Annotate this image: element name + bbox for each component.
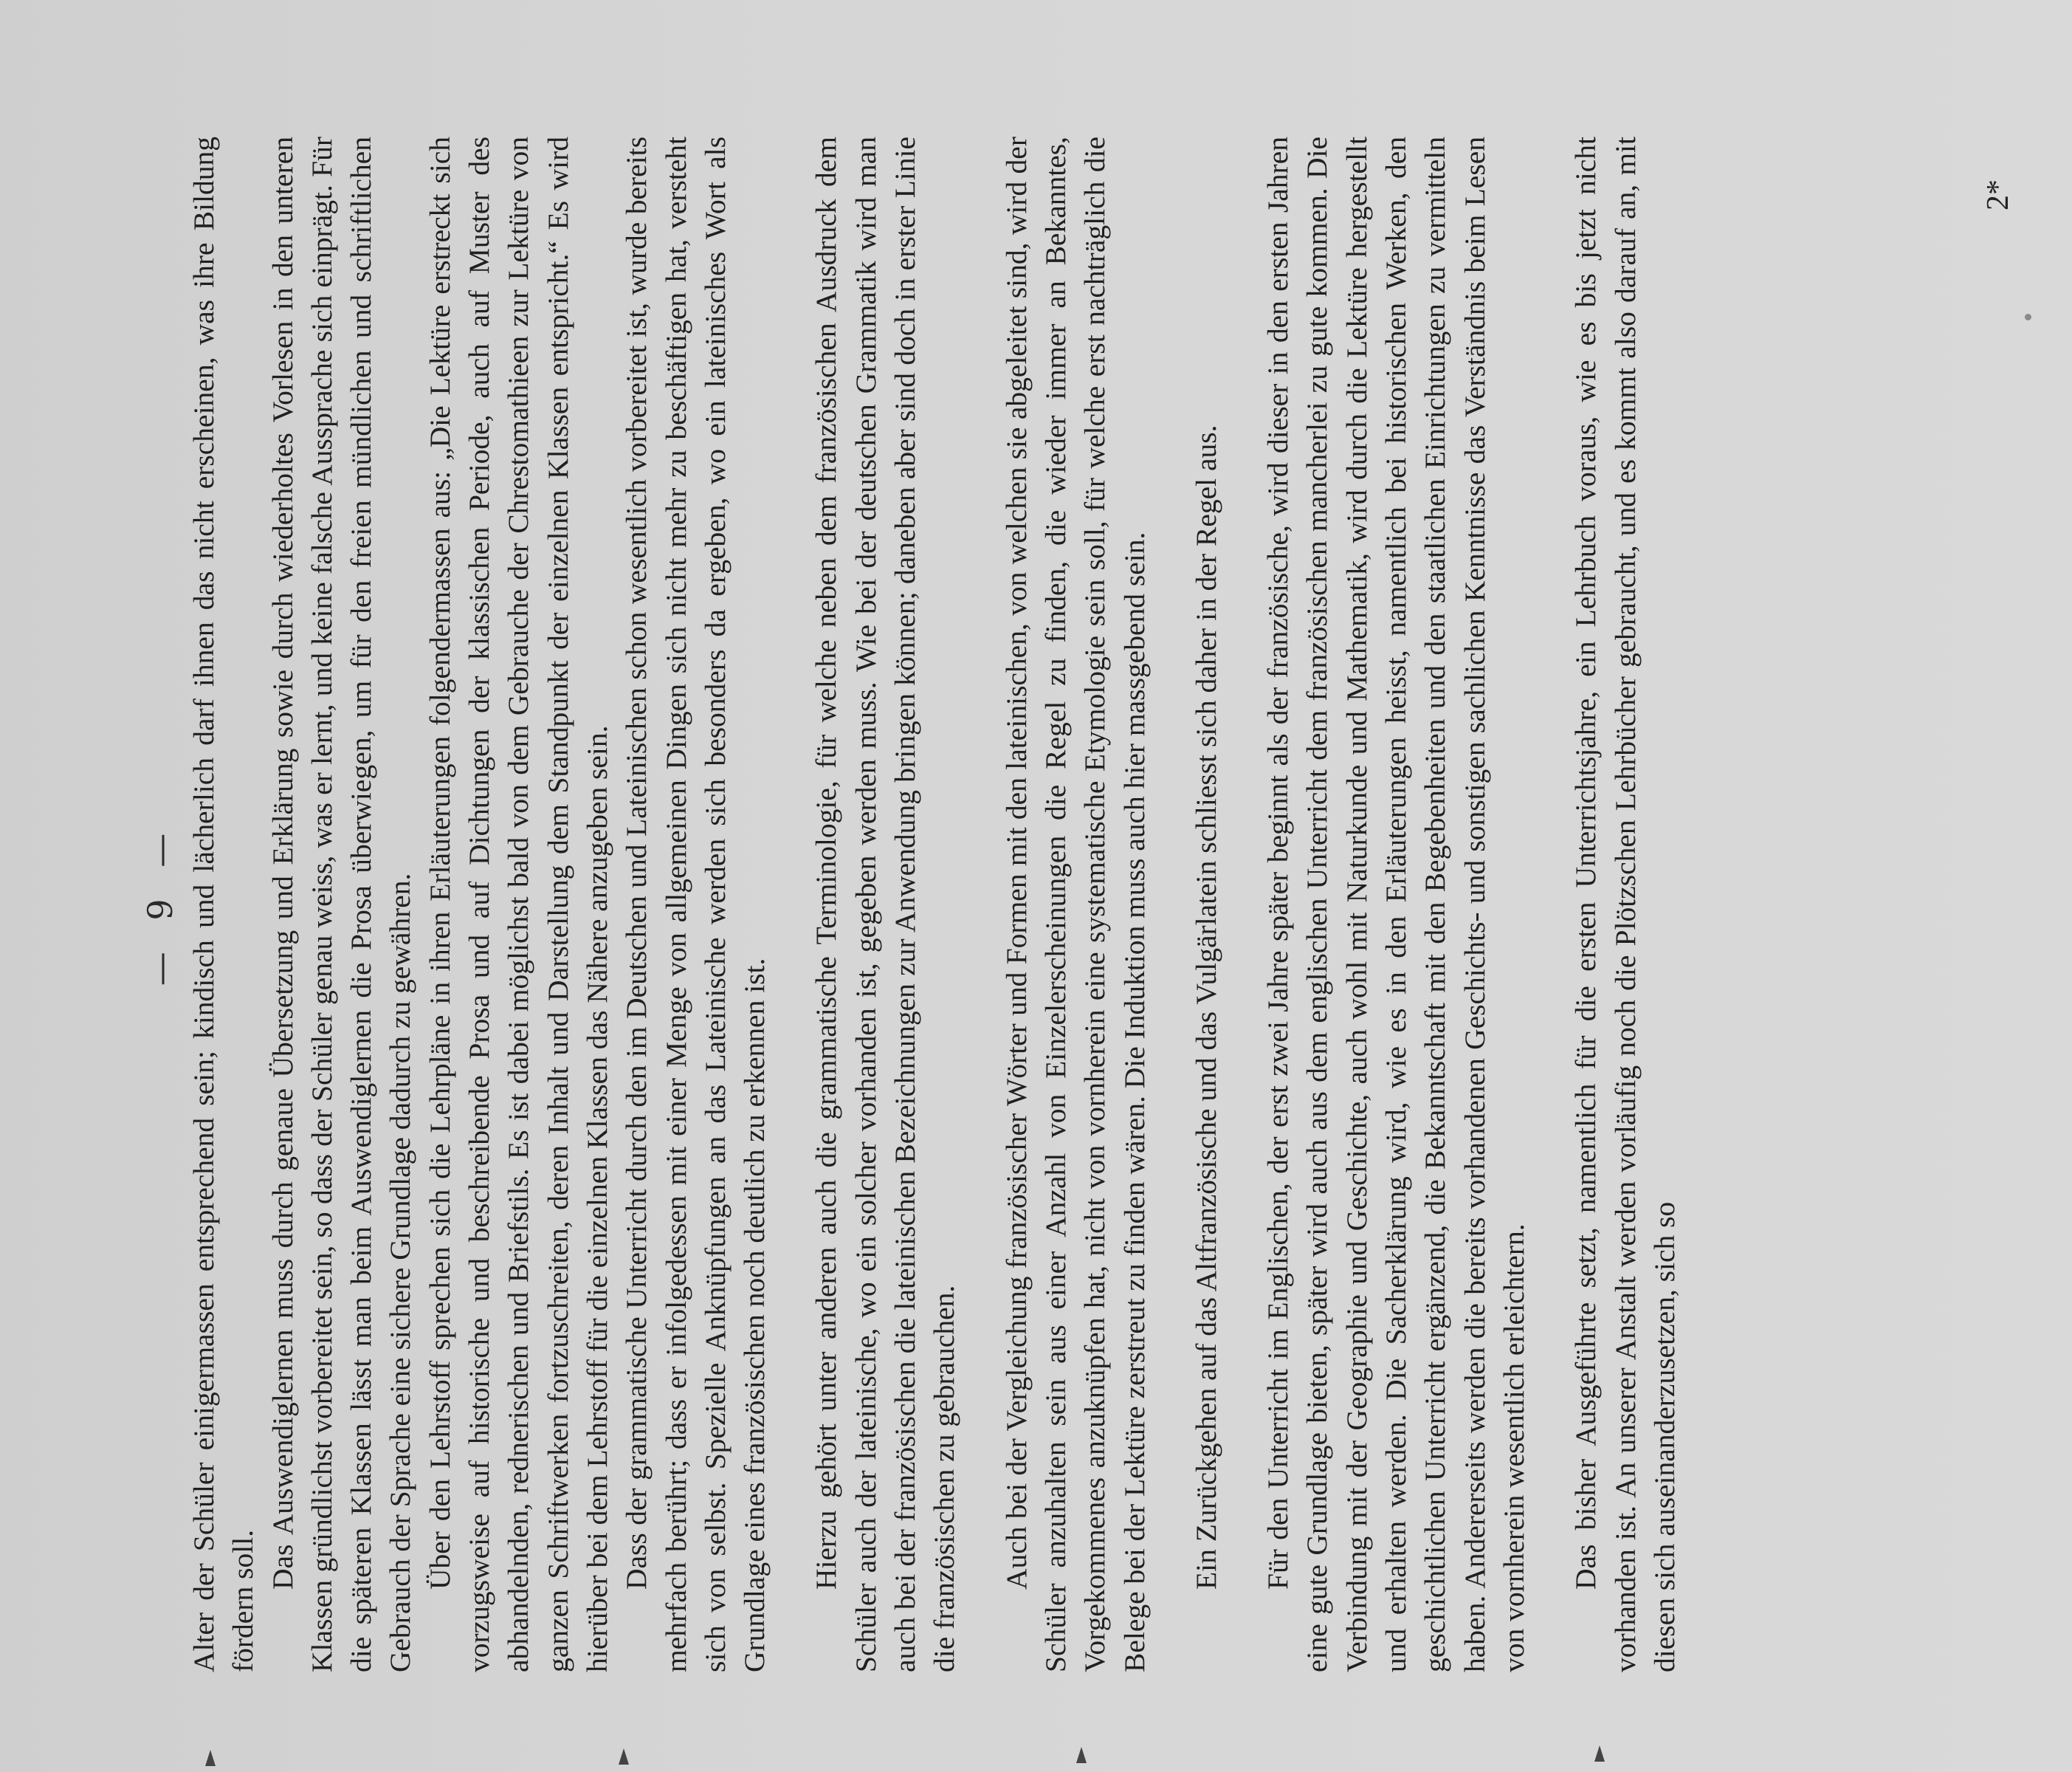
- rotated-page-content: [140, 137, 2030, 1672]
- paragraph: Das Auswendiglernen muss durch genaue Übersetzung und Erklärung sowie durch wiederholtes Vorlesen in den unteren Klassen gründlichst vorbereitet sein, so dass der Schüler genau weiss, was er lernt, und keine falsche Aussprache sich einprägt. Für die späteren Klassen lässt man beim Auswendiglernen die Prosa überwiegen, um für den freien mündlichen und schriftlichen Gebrauch der Sprache eine sichere Grundlage dadurch zu gewähren.: [266, 137, 417, 1672]
- scan-margin-mark: [1076, 1747, 1087, 1763]
- scan-margin-mark: [1594, 1745, 1605, 1762]
- paragraph: Über den Lehrstoff sprechen sich die Lehrpläne in ihren Erläuterungen folgendermassen aus: „Die Lektüre erstreckt sich vorzugsweise auf historische und beschreibende Prosa und auf Dichtungen der klassischen Periode, auch auf Muster des abhandelnden, rednerischen und Briefstils. Es ist dabei möglichst bald von dem Gebrauche der Chrestomathieen zur Lektüre von ganzen Schriftwerken fortzuschreiten, deren Inhalt und Darstellung dem Standpunkt der einzelnen Klassen entspricht.“ Es wird hierüber bei dem Lehrstoff für die einzelnen Klassen das Nähere anzugeben sein.: [423, 137, 613, 1672]
- paragraph: Alter der Schüler einigermassen entsprechend sein; kindisch und lächerlich darf ihnen das nicht erscheinen, was ihre Bildung fördern soll.: [187, 137, 260, 1672]
- paragraph: Ein Zurückgehen auf das Altfranzösische und das Vulgärlatein schliesst sich daher in der Regel aus.: [1189, 425, 1222, 1590]
- paragraph: Hierzu gehört unter anderen auch die grammatische Terminologie, für welche neben dem französischen Ausdruck dem Schüler auch der lateinische, wo ein solcher vorhanden ist, gegeben werden muss. Wie bei der deutschen Grammatik wird man auch bei der französischen die lateinischen Bezeichnungen zur Anwendung bringen können; daneben aber sind doch in erster Linie die französischen zu gebrauchen.: [810, 137, 961, 1672]
- scan-speck: [2025, 314, 2031, 320]
- paragraph: Auch bei der Vergleichung französischer Wörter und Formen mit den lateinischen, von welchen sie abgeleitet sind, wird der Schüler anzuhalten sein aus einer Anzahl von Einzelerscheinungen die Regel zu finden, die wieder immer an Bekanntes, Vorgekommenes anzuknüpfen hat, nicht von vornherein eine systematische Etymologie sein soll, für welche erst nachträglich die Belege bei der Lektüre zerstreut zu finden wären. Die Induktion muss auch hier massgebend sein.: [999, 137, 1151, 1672]
- paragraph: Für den Unterricht im Englischen, der erst zwei Jahre später beginnt als der französische, wird dieser in den ersten Jahren eine gute Grundlage bieten, später wird auch aus dem englischen Unterricht dem französischen mancherlei zu gute kommen. Die Verbindung mit der Geographie und Geschichte, auch wohl mit Naturkunde und Mathematik, wird durch die Lektüre hergestellt und erhalten werden. Die Sacherklärung wird, wie es in den Erläuterungen heisst, namentlich bei historischen Werken, den geschichtlichen Unterricht ergänzend, die Bekanntschaft mit den Begebenheiten und den staatlichen Einrichtungen zu vermitteln haben. Andererseits werden die bereits vorhandenen Geschichts- und sonstigen sachlichen Kenntnisse das Verständnis beim Lesen von vornherein wesentlich erleichtern.: [1262, 137, 1530, 1672]
- paragraph: Das bisher Ausgeführte setzt, namentlich für die ersten Unterrichtsjahre, ein Lehrbuch voraus, wie es bis jetzt nicht vorhanden ist. An unserer Anstalt werden vorläufig noch die Plötzschen Lehrbücher gebraucht, und es kommt also darauf an, mit diesen sich auseinanderzusetzen, sich so: [1569, 137, 1681, 1672]
- page-number-header: — 9 —: [140, 823, 180, 986]
- signature-mark: 2*: [1981, 179, 2015, 210]
- body-text: [185, 137, 1684, 1672]
- scan-margin-mark: [619, 1748, 629, 1765]
- scan-margin-mark: [205, 1750, 216, 1766]
- paragraph: Dass der grammatische Unterricht durch den im Deutschen und Lateinischen schon wesentlich vorbereitet ist, wurde bereits mehrfach berührt; dass er infolgedessen mit einer Menge von allgemeinen Dingen sich nicht mehr zu beschäftigen hat, versteht sich von selbst. Spezielle Anknüpfungen an das Lateinische werden sich besonders da ergeben, wo ein lateinisches Wort als Grundlage eines französischen noch deutlich zu erkennen ist.: [620, 137, 771, 1672]
